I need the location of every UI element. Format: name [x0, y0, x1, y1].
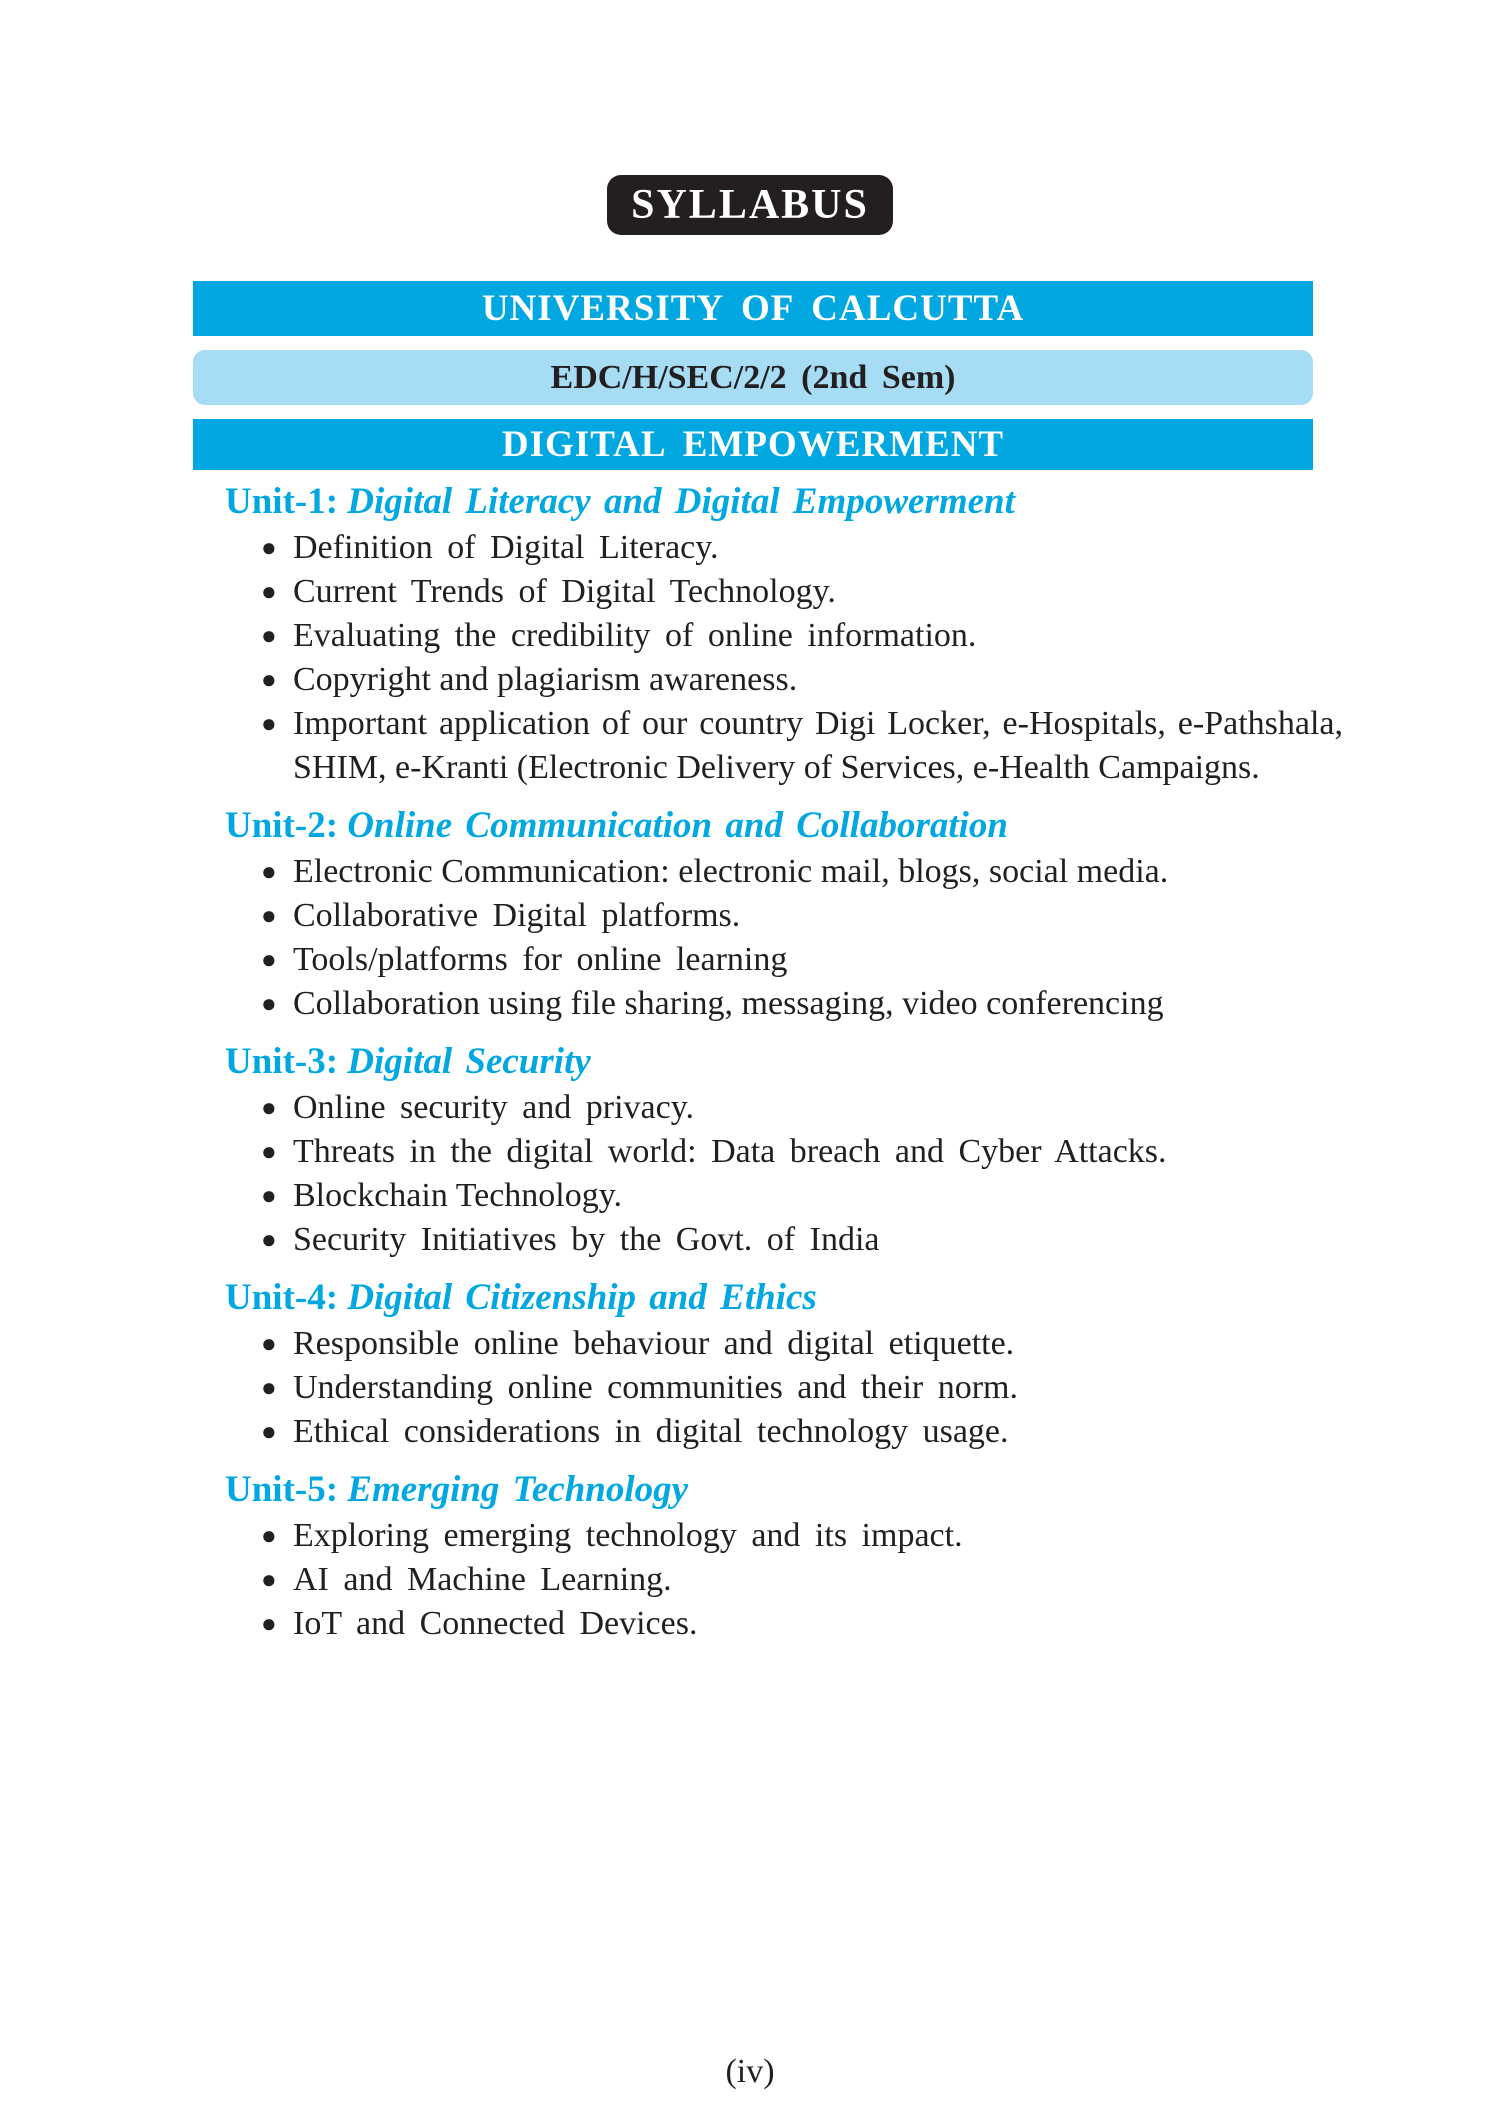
list-item	[255, 1174, 1315, 1218]
unit-4	[225, 1274, 1315, 1454]
bullet-icon: ●	[261, 621, 277, 650]
bullet-icon: ●	[261, 901, 277, 930]
list-item	[255, 1130, 1315, 1174]
unit-label: Unit-2:	[225, 805, 339, 846]
unit-1	[225, 478, 1343, 790]
bullet-icon: ●	[261, 857, 277, 886]
university-banner: UNIVERSITY OF CALCUTTA	[193, 281, 1313, 336]
unit-heading	[225, 478, 1315, 526]
topic-text: Evaluating the credibility of online information.	[293, 617, 977, 654]
topic-text: Collaboration using file sharing, messaging, video conferencing	[293, 985, 1164, 1022]
topic-text: Exploring emerging technology and its impact.	[293, 1517, 963, 1554]
topic-text: Tools/platforms for online learning	[293, 941, 788, 978]
bullet-icon: ●	[261, 1609, 277, 1638]
bullet-icon: ●	[261, 1565, 277, 1594]
list-item	[255, 1602, 1315, 1646]
unit-heading	[225, 802, 1315, 850]
list-item	[255, 894, 1315, 938]
course-code-banner: EDC/H/SEC/2/2 (2nd Sem)	[193, 350, 1313, 405]
list-item	[255, 614, 1315, 658]
topic-text: Threats in the digital world: Data breach and Cyber Attacks.	[293, 1133, 1167, 1170]
unit-title: Digital Literacy and Digital Empowerment	[347, 481, 1015, 522]
list-item	[255, 570, 1315, 614]
topic-list	[225, 1322, 1315, 1454]
topic-list	[225, 1514, 1315, 1646]
list-item	[255, 938, 1315, 982]
unit-label: Unit-5:	[225, 1469, 339, 1510]
page-number: (iv)	[725, 2053, 775, 2090]
topic-text: Understanding online communities and their norm.	[293, 1369, 1018, 1406]
list-item	[255, 1218, 1315, 1262]
bullet-icon: ●	[261, 709, 277, 738]
bullet-icon: ●	[261, 1521, 277, 1550]
topic-text: Current Trends of Digital Technology.	[293, 573, 836, 610]
topic-text: Copyright and plagiarism awareness.	[293, 661, 798, 698]
unit-title: Digital Citizenship and Ethics	[347, 1277, 817, 1318]
list-item	[255, 526, 1315, 570]
unit-heading	[225, 1038, 1315, 1086]
list-item	[255, 1410, 1315, 1454]
bullet-icon: ●	[261, 533, 277, 562]
unit-title: Digital Security	[347, 1041, 591, 1082]
topic-text: IoT and Connected Devices.	[293, 1605, 698, 1642]
unit-label: Unit-4:	[225, 1277, 339, 1318]
unit-5	[225, 1466, 1315, 1646]
bullet-icon: ●	[261, 1417, 277, 1446]
syllabus-badge: SYLLABUS	[607, 175, 893, 235]
topic-list	[225, 850, 1315, 1026]
topic-list	[225, 526, 1343, 790]
paper-title-banner: DIGITAL EMPOWERMENT	[193, 419, 1313, 470]
bullet-icon: ●	[261, 1137, 277, 1166]
topic-text: AI and Machine Learning.	[293, 1561, 672, 1598]
topic-text: Electronic Communication: electronic mail, blogs, social media.	[293, 853, 1169, 890]
bullet-icon: ●	[261, 1093, 277, 1122]
unit-heading	[225, 1466, 1315, 1514]
topic-list	[225, 1086, 1315, 1262]
bullet-icon: ●	[261, 1373, 277, 1402]
bullet-icon: ●	[261, 945, 277, 974]
unit-heading	[225, 1274, 1315, 1322]
topic-text: Collaborative Digital platforms.	[293, 897, 741, 934]
topic-text: Blockchain Technology.	[293, 1177, 623, 1214]
topic-text: Ethical considerations in digital technology usage.	[293, 1413, 1009, 1450]
list-item	[255, 1558, 1315, 1602]
topic-text: Responsible online behaviour and digital etiquette.	[293, 1325, 1015, 1362]
bullet-icon: ●	[261, 577, 277, 606]
unit-3	[225, 1038, 1315, 1262]
topic-text: Online security and privacy.	[293, 1089, 694, 1126]
unit-title: Online Communication and Collaboration	[347, 805, 1008, 846]
bullet-icon: ●	[261, 1225, 277, 1254]
list-item	[255, 1322, 1315, 1366]
list-item	[255, 1514, 1315, 1558]
bullet-icon: ●	[261, 1329, 277, 1358]
topic-text: Security Initiatives by the Govt. of India	[293, 1221, 880, 1258]
bullet-icon: ●	[261, 989, 277, 1018]
topic-text: Definition of Digital Literacy.	[293, 529, 719, 566]
list-item	[255, 850, 1315, 894]
unit-title: Emerging Technology	[347, 1469, 689, 1510]
topic-text: Important application of our country Digi Locker, e-Hospitals, e-Pathshala, SHIM, e-Kranti (Electronic Delivery of Services, e-Health Campaigns.	[293, 705, 1343, 786]
unit-label: Unit-1:	[225, 481, 339, 522]
list-item	[255, 658, 1315, 702]
list-item	[255, 1366, 1315, 1410]
unit-label: Unit-3:	[225, 1041, 339, 1082]
list-item	[255, 1086, 1315, 1130]
syllabus-content	[225, 478, 1343, 1658]
list-item	[255, 982, 1315, 1026]
unit-2	[225, 802, 1315, 1026]
bullet-icon: ●	[261, 665, 277, 694]
list-item	[255, 702, 1343, 790]
bullet-icon: ●	[261, 1181, 277, 1210]
